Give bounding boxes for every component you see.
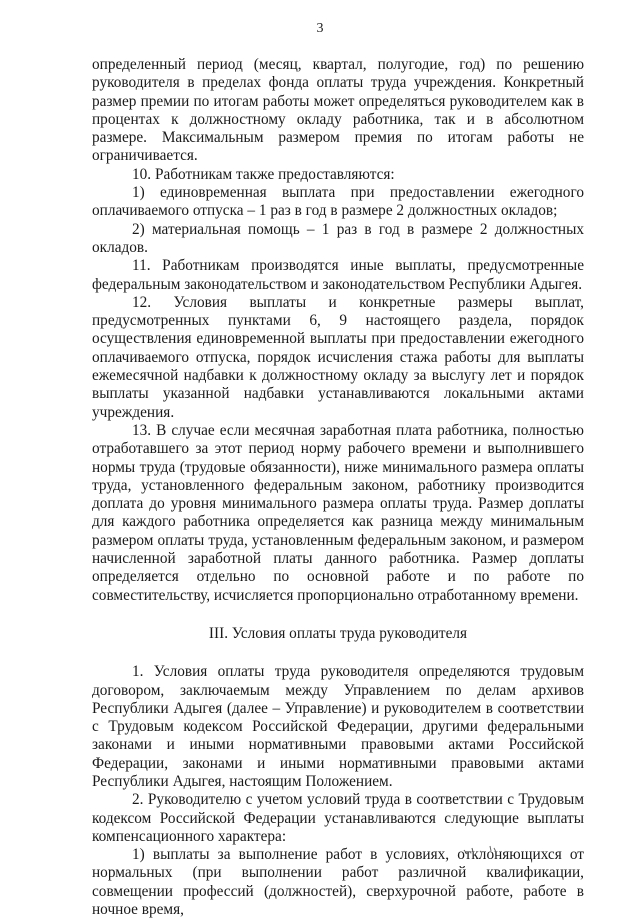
section-3-paragraph-2-item-1: 1) выплаты за выполнение работ в условиях, отклоняющихся от нормальных (при выполнении работ различной квалификации, совмещении профессий (должностей), сверхурочной работе, работе в ночное время, — [92, 846, 584, 919]
document-body — [92, 56, 584, 919]
paragraph-12: 12. Условия выплаты и конкретные размеры выплат, предусмотренных пунктами 6, 9 настоящего раздела, порядок осуществления единовременной выплаты при предоставлении ежегодного оплачиваемого отпуска, порядок исчисления стажа работы для выплаты ежемесячной надбавки к должностному окладу за выслугу лет и порядок выплаты указанной надбавки устанавливаются локальными актами учреждения. — [92, 293, 584, 421]
page-number: 3 — [316, 21, 324, 36]
paragraph-10-item-2: 2) материальная помощь – 1 раз в год в размере 2 должностных окладов. — [92, 220, 584, 256]
paragraph-premium-continuation: определенный период (месяц, квартал, полугодие, год) по решению руководителя в пределах фонда оплаты труда учреждения. Конкретный размер премии по итогам работы может определяться руководителем как в процентах к должностному окладу работника, так и в абсолютном размере. Максимальным размером премия по итогам работы не ограничивается. — [92, 56, 584, 165]
paragraph-11: 11. Работникам производятся иные выплаты, предусмотренные федеральным законодательством и законодательством Республики Адыгея. — [92, 257, 584, 293]
section-3-paragraph-1: 1. Условия оплаты труда руководителя определяются трудовым договором, заключаемым между Управлением по делам архивов Республики Адыгея (далее – Управление) и руководителем в соответствии с Трудовым кодексом Российской Федерации, другими федеральными законами и иными нормативными правовыми актами Российской Федерации, законами и иными нормативными правовыми актами Республики Адыгея, настоящим Положением. — [92, 663, 584, 790]
section-title: III. Условия оплаты труда руководителя — [208, 624, 468, 642]
handwritten-mark — [460, 842, 510, 866]
paragraph-10-item-1: 1) единовременная выплата при предоставлении ежегодного оплачиваемого отпуска – 1 раз в год в размере 2 должностных окладов; — [92, 184, 584, 220]
section-3-paragraph-2: 2. Руководителю с учетом условий труда в соответствии с Трудовым кодексом Российской Федерации устанавливаются следующие выплаты компенсационного характера: — [92, 791, 584, 845]
paragraph-10: 10. Работникам также предоставляются: — [132, 165, 395, 183]
paragraph-13: 13. В случае если месячная заработная плата работника, полностью отработавшего за этот период норму рабочего времени и выполнившего нормы труда (трудовые обязанности), ниже минимального размера оплаты труда, установленного федеральным законом, работнику производится доплата до уровня минимального размера оплаты труда. Размер доплаты для каждого работника определяется как разница между минимальным размером оплаты труда, установленным федеральным законом, и размером начисленной заработной платы данного работника. Размер доплаты определяется отдельно по основной работе и по работе по совместительству, исчисляется пропорционально отработанному времени. — [92, 421, 584, 604]
